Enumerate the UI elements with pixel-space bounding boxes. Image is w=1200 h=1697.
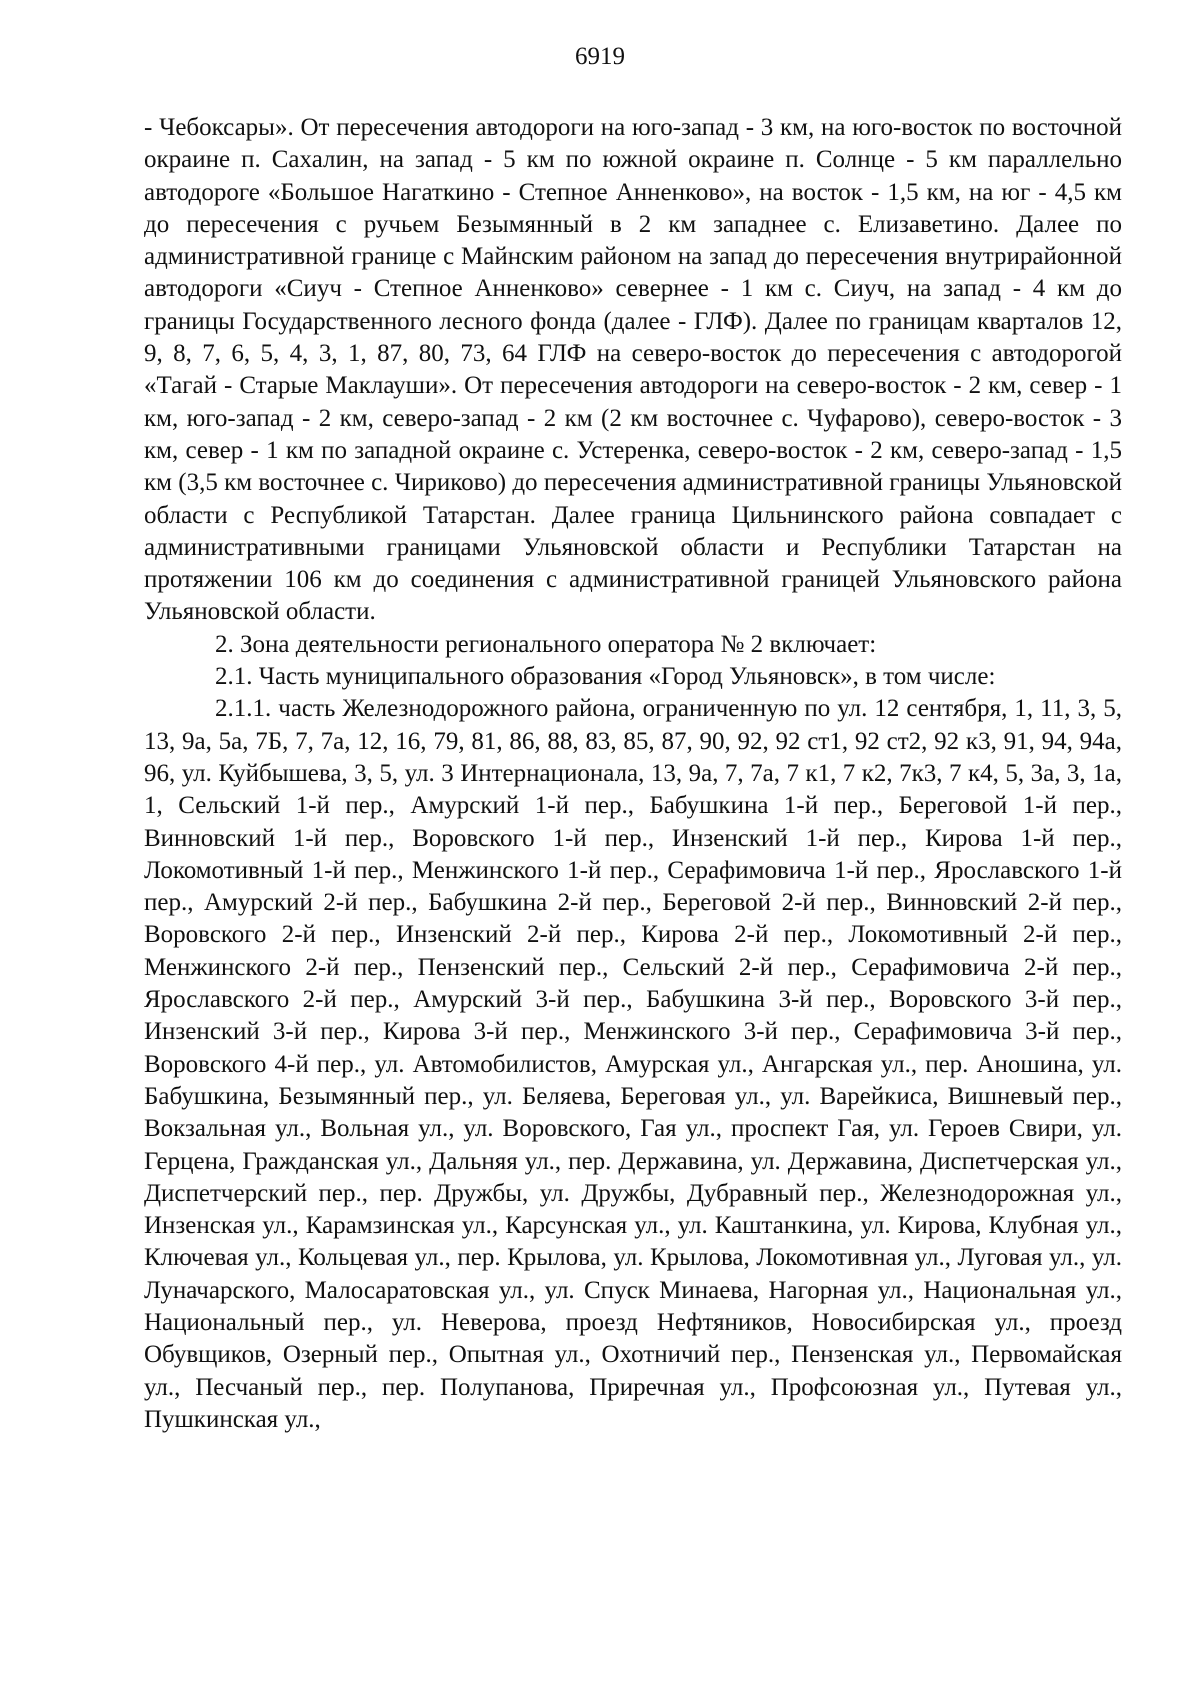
paragraph-boundary-description: - Чебоксары». От пересечения автодороги на юго-запад - 3 км, на юго-восток по восточной окраине п. Сахалин, на запад - 5 км по южной окраине п. Солнце - 5 км параллельно автодороге «Большое Нагаткино - Степное Анненково», на восток - 1,5 км, на юг - 4,5 км до пересечения с ручьем Безымянный в 2 км западнее с. Елизаветино. Далее по административной границе с Майнским районом на запад до пересечения внутрирайонной автодороги «Сиуч - Степное Анненково» севернее - 1 км с. Сиуч, на запад - 4 км до границы Государственного лесного фонда (далее - ГЛФ). Далее по границам кварталов 12, 9, 8, 7, 6, 5, 4, 3, 1, 87, 80, 73, 64 ГЛФ на северо-восток до пересечения с автодорогой «Тагай - Старые Маклауши». От пересечения автодороги на северо-восток - 2 км, север - 1 км, юго-запад - 2 км, северо-запад - 2 км (2 км восточнее с. Чуфарово), северо-восток - 3 км, север - 1 км по западной окраине с. Устеренка, северо-восток - 2 км, северо-запад - 1,5 км (3,5 км восточнее с. Чириково) до пересечения административной границы Ульяновской области с Республикой Татарстан. Далее граница Цильнинского района совпадает с административными границами Ульяновской области и Республики Татарстан на протяжении 106 км до соединения с административной границей Ульяновского района Ульяновской области. (144, 114, 1122, 626)
page-number: 6919 (575, 43, 625, 70)
paragraph-item-2-1-1: 2.1.1. часть Железнодорожного района, ограниченную по ул. 12 сентября, 1, 11, 3, 5, 13, 9а, 5а, 7Б, 7, 7а, 12, 16, 79, 81, 86, 88, 83, 85, 87, 90, 92, 92 ст1, 92 ст2, 92 к3, 91, 94, 94а, 96, ул. Куйбышева, 3, 5, ул. 3 Интернационала, 13, 9а, 7, 7а, 7 к1, 7 к2, 7к3, 7 к4, 5, 3а, 3, 1а, 1, Сельский 1-й пер., Амурский 1-й пер., Бабушкина 1-й пер., Береговой 1-й пер., Винновский 1-й пер., Воровского 1-й пер., Инзенский 1-й пер., Кирова 1-й пер., Локомотивный 1-й пер., Менжинского 1-й пер., Серафимовича 1-й пер., Ярославского 1-й пер., Амурский 2-й пер., Бабушкина 2-й пер., Береговой 2-й пер., Винновский 2-й пер., Воровского 2-й пер., Инзенский 2-й пер., Кирова 2-й пер., Локомотивный 2-й пер., Менжинского 2-й пер., Пензенский пер., Сельский 2-й пер., Серафимовича 2-й пер., Ярославского 2-й пер., Амурский 3-й пер., Бабушкина 3-й пер., Воровского 3-й пер., Инзенский 3-й пер., Кирова 3-й пер., Менжинского 3-й пер., Серафимовича 3-й пер., Воровского 4-й пер., ул. Автомобилистов, Амурская ул., Ангарская ул., пер. Аношина, ул. Бабушкина, Безымянный пер., ул. Беляева, Береговая ул., ул. Варейкиса, Вишневый пер., Вокзальная ул., Вольная ул., ул. Воровского, Гая ул., проспект Гая, ул. Героев Свири, ул. Герцена, Гражданская ул., Дальняя ул., пер. Державина, ул. Державина, Диспетчерская ул., Диспетчерский пер., пер. Дружбы, ул. Дружбы, Дубравный пер., Железнодорожная ул., Инзенская ул., Карамзинская ул., Карсунская ул., ул. Каштанкина, ул. Кирова, Клубная ул., Ключевая ул., Кольцевая ул., пер. Крылова, ул. Крылова, Локомотивная ул., Луговая ул., ул. Луначарского, Малосаратовская ул., ул. Спуск Минаева, Нагорная ул., Национальная ул., Национальный пер., ул. Неверова, проезд Нефтяников, Новосибирская ул., проезд Обувщиков, Озерный пер., Опытная ул., Охотничий пер., Пензенская ул., Первомайская ул., Песчаный пер., пер. Полупанова, Приречная ул., Профсоюзная ул., Путевая ул., Пушкинская ул., (144, 695, 1122, 1433)
paragraph-zone-2-heading: 2. Зона деятельности регионального оператора № 2 включает: (215, 630, 877, 658)
paragraph-item-2-1: 2.1. Часть муниципального образования «Город Ульяновск», в том числе: (215, 663, 996, 691)
document-body (144, 112, 1122, 1436)
